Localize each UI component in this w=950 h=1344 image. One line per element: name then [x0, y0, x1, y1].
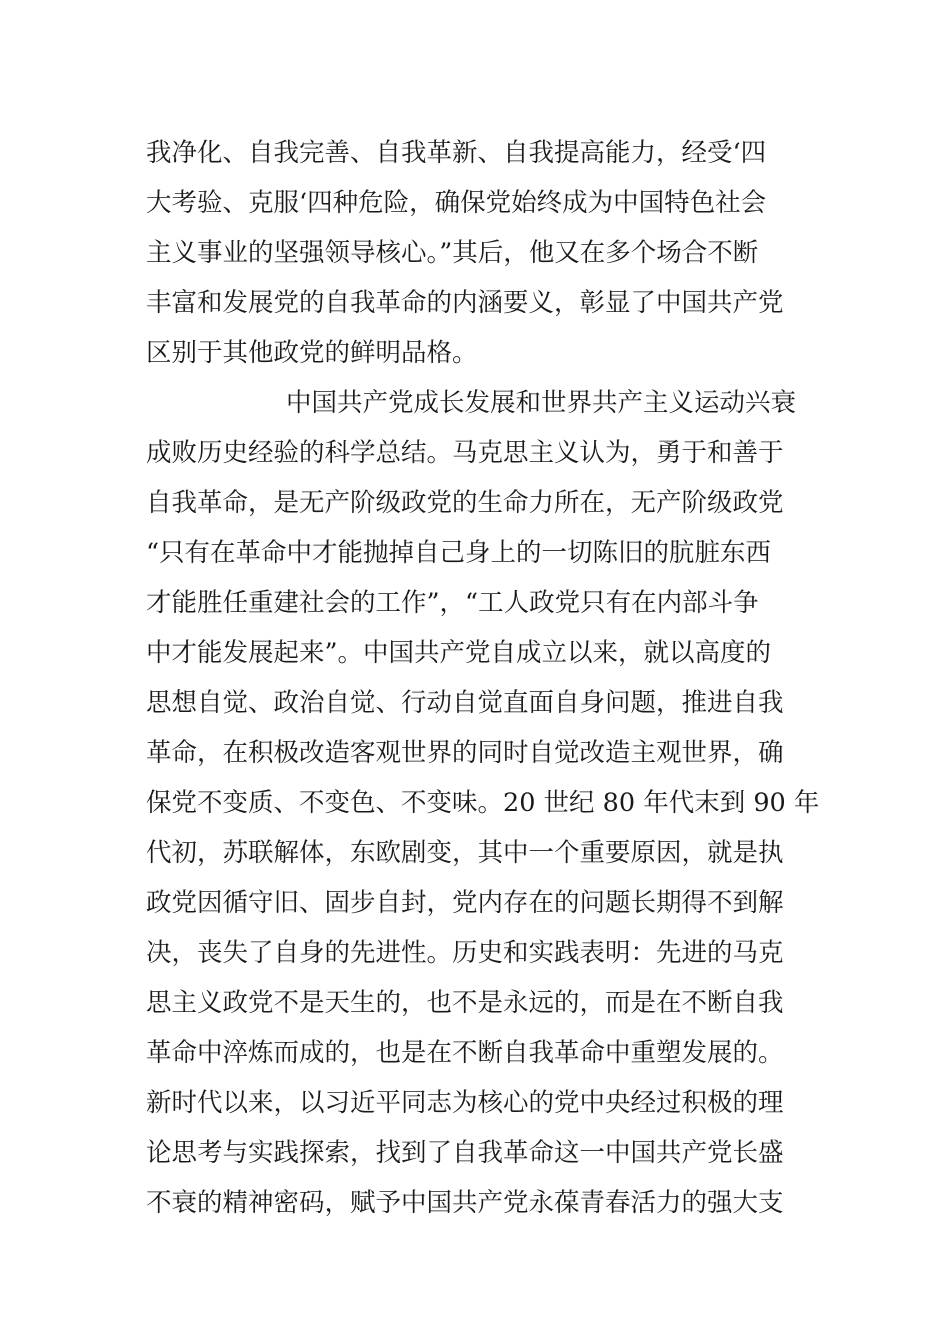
text-line: 革命中淬炼而成的，也是在不断自我革命中重塑发展的。 — [146, 1038, 784, 1068]
text-line: 革命，在积极改造客观世界的同时自觉改造主观世界，确 — [146, 738, 784, 768]
text-line: 才能胜任重建社会的工作”，“工人政党只有在内部斗争 — [146, 588, 759, 618]
text-line: 不衰的精神密码，赋予中国共产党永葆青春活力的强大支 — [146, 1188, 784, 1218]
text-line: 政党因循守旧、固步自封，党内存在的问题长期得不到解 — [146, 888, 784, 918]
text-line: 自我革命，是无产阶级政党的生命力所在，无产阶级政党 — [146, 488, 784, 518]
text-line: 思想自觉、政治自觉、行动自觉直面自身问题，推进自我 — [146, 688, 784, 718]
text-line: 中才能发展起来”。中国共产党自成立以来，就以高度的 — [146, 638, 772, 668]
text-line: 论思考与实践探索，找到了自我革命这一中国共产党长盛 — [146, 1138, 784, 1168]
paragraph-start-line: 中国共产党成长发展和世界共产主义运动兴衰 — [286, 388, 797, 418]
text-line: 保党不变质、不变色、不变味。20 世纪 80 年代末到 90 年 — [146, 788, 820, 818]
text-line: 成败历史经验的科学总结。马克思主义认为，勇于和善于 — [146, 438, 784, 468]
text-line: 思主义政党不是天生的，也不是永远的，而是在不断自我 — [146, 988, 784, 1018]
text-line: 决，丧失了自身的先进性。历史和实践表明：先进的马克 — [146, 938, 784, 968]
text-line: 我净化、自我完善、自我革新、自我提高能力，经受‘四 — [146, 138, 767, 168]
body-text — [146, 128, 820, 1228]
text-line: 新时代以来，以习近平同志为核心的党中央经过积极的理 — [146, 1088, 784, 1118]
text-line: 代初，苏联解体，东欧剧变，其中一个重要原因，就是执 — [146, 838, 784, 868]
text-line: 区别于其他政党的鲜明品格。 — [146, 338, 478, 368]
text-line: 主义事业的坚强领导核心。”其后，他又在多个场合不断 — [146, 238, 759, 268]
text-line: “只有在革命中才能抛掉自己身上的一切陈旧的肮脏东西 — [146, 538, 772, 568]
text-line: 大考验、克服‘四种危险，确保党始终成为中国特色社会 — [146, 188, 767, 218]
text-line: 丰富和发展党的自我革命的内涵要义，彰显了中国共产党 — [146, 288, 784, 318]
